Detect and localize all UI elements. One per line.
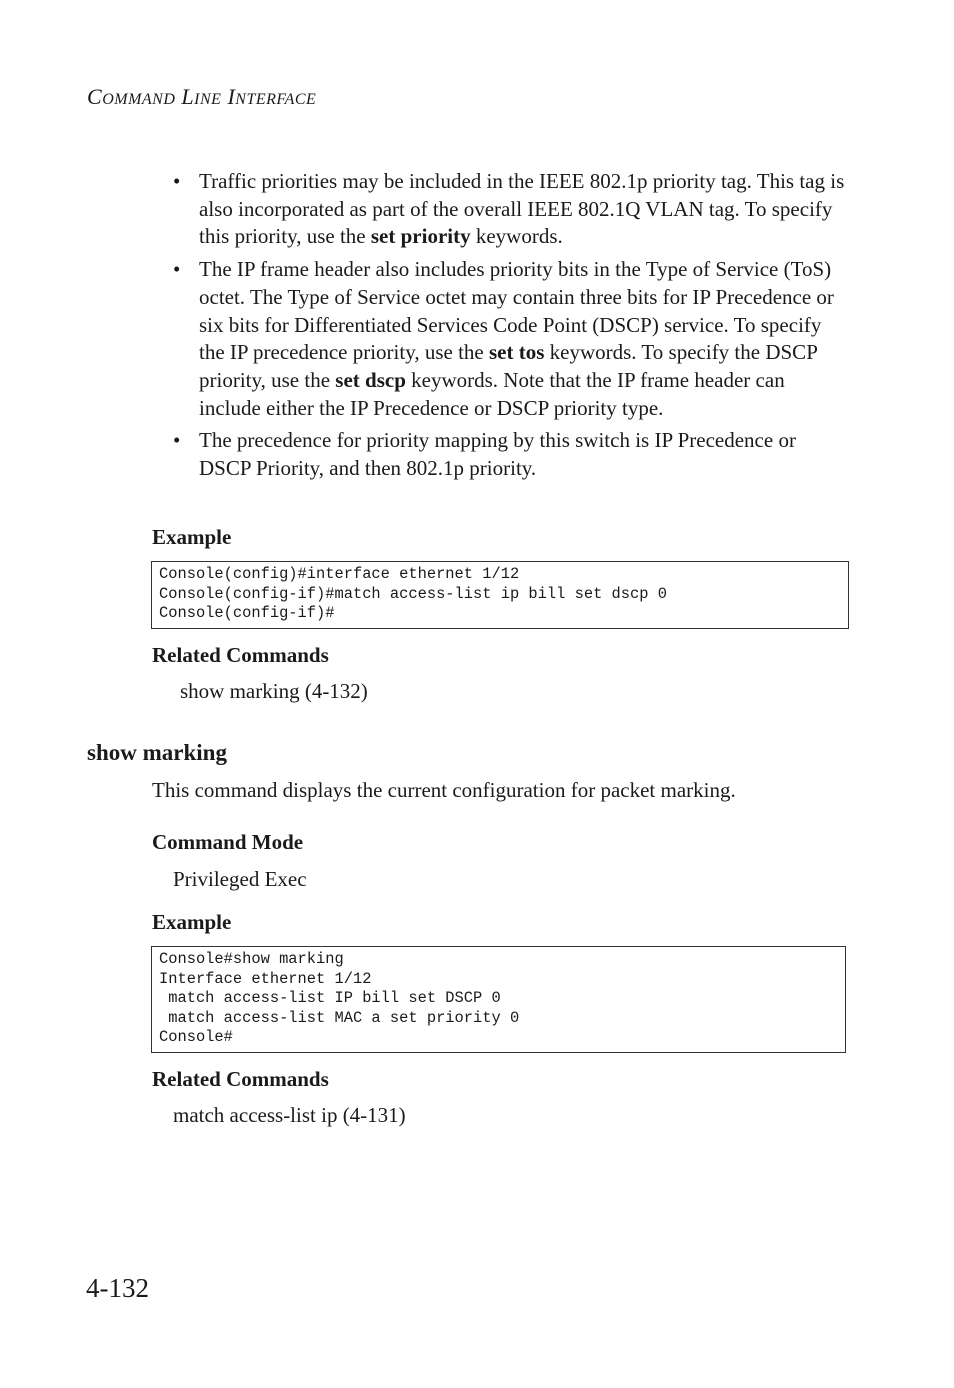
section-title: show marking [87,740,227,765]
related-commands-heading: Related Commands [152,1067,329,1091]
example-heading: Example [152,910,232,934]
page-number: 4-132 [86,1273,149,1303]
related-command-link: show marking (4-132) [180,679,368,703]
running-header: COMMAND LINE INTERFACE [87,84,317,109]
bullet-dot-icon: • [173,428,181,453]
section-description: This command displays the current configuration for packet marking. [152,778,736,802]
code-block: Console#show marking Interface ethernet 1/12 match access-list IP bill set DSCP 0 match access-list MAC a set priority 0 Console# [151,946,846,1053]
bullet-item: • The precedence for priority mapping by this switch is IP Precedence or DSCP Priority, and then 802.1p priority. [173,428,796,481]
bullet-list [173,168,848,488]
bullet-item: • The IP frame header also includes priority bits in the Type of Service (ToS) octet. The Type of Service octet may contain three bits for IP Precedence or six bits for Differentiated Services Code Point (DSCP) service. To specify the IP precedence priority, use the set tos keywords. To specify the DSCP priority, use the set dscp keywords. Note that the IP frame header can include either the IP Precedence or DSCP priority type. [173,257,834,420]
bullet-dot-icon: • [173,169,181,193]
command-mode-heading: Command Mode [152,830,304,854]
related-commands-heading: Related Commands [152,643,329,667]
command-mode-value: Privileged Exec [173,867,307,891]
bullet-item: • Traffic priorities may be included in the IEEE 802.1p priority tag. This tag is also incorporated as part of the overall IEEE 802.1Q VLAN tag. To specify this priority, use the set priority keywords. [173,169,845,249]
example-heading: Example [152,525,232,549]
code-block: Console(config)#interface ethernet 1/12 Console(config-if)#match access-list ip bill set dscp 0 Console(config-if)# [151,561,849,629]
bullet-dot-icon: • [173,257,181,282]
related-command-link: match access-list ip (4-131) [173,1103,406,1127]
